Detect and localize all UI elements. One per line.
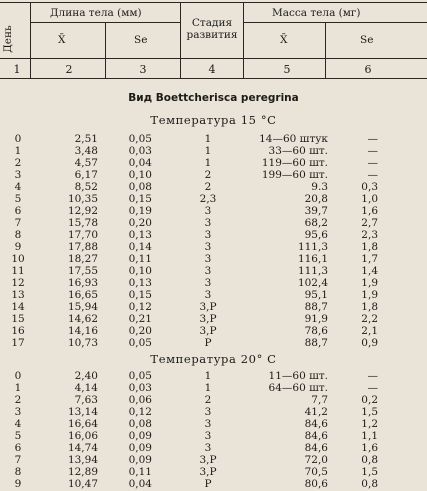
mass-se-cell: — — [367, 145, 378, 157]
length-se-cell: 0,13 — [128, 229, 152, 241]
mass-mean-cell: 116,1 — [297, 253, 328, 265]
length-mean-cell: 8,52 — [74, 181, 98, 193]
table-row — [0, 418, 427, 430]
length-se-cell: 0,03 — [128, 145, 152, 157]
table-row — [0, 337, 427, 349]
day-cell: 7 — [14, 454, 22, 466]
length-se-cell: 0,19 — [128, 205, 152, 217]
column-number: 6 — [364, 63, 372, 76]
mass-se-cell: 1,6 — [361, 442, 378, 454]
table-row — [0, 301, 427, 313]
mass-mean-cell: 84,6 — [304, 442, 328, 454]
table-row — [0, 157, 427, 169]
table-row — [0, 406, 427, 418]
table-row — [0, 442, 427, 454]
stage-cell: P — [204, 478, 212, 490]
mass-se-cell: — — [367, 382, 378, 394]
temperature-heading: Температура 20° С — [150, 352, 277, 366]
stage-cell: 3,P — [199, 301, 217, 313]
length-se-cell: 0,20 — [128, 325, 152, 337]
day-cell: 6 — [14, 442, 22, 454]
stage-cell: 2 — [204, 394, 212, 406]
table-row — [0, 205, 427, 217]
day-cell: 6 — [14, 205, 22, 217]
day-cell: 2 — [14, 157, 22, 169]
header-top-rule — [0, 2, 427, 3]
day-cell: 8 — [14, 229, 22, 241]
stage-cell: 3 — [204, 418, 212, 430]
header-day: День — [2, 25, 14, 53]
table-row — [0, 145, 427, 157]
mass-se-cell: 1,1 — [361, 430, 378, 442]
table-row — [0, 370, 427, 382]
table-row — [0, 478, 427, 490]
table-row — [0, 169, 427, 181]
table-row — [0, 277, 427, 289]
mass-mean-cell: 84,6 — [304, 430, 328, 442]
length-mean-cell: 2,51 — [74, 133, 98, 145]
mass-mean-cell: 33—60 шт. — [268, 145, 328, 157]
day-cell: 17 — [11, 337, 25, 349]
stage-cell: 3 — [204, 442, 212, 454]
stage-cell: 1 — [204, 145, 212, 157]
length-mean-cell: 17,55 — [67, 265, 98, 277]
table-header — [0, 0, 427, 80]
table-row — [0, 289, 427, 301]
day-cell: 3 — [14, 406, 22, 418]
stage-cell: 3,P — [199, 313, 217, 325]
length-se-cell: 0,15 — [128, 289, 152, 301]
column-number: 5 — [283, 63, 291, 76]
length-se-cell: 0,04 — [128, 157, 152, 169]
mass-mean-cell: 95,6 — [304, 229, 328, 241]
mass-mean-cell: 95,1 — [304, 289, 328, 301]
header-column-numbers-rule — [0, 58, 427, 59]
mass-se-cell: 1,0 — [361, 193, 378, 205]
length-se-cell: 0,05 — [128, 133, 152, 145]
day-cell: 12 — [11, 277, 25, 289]
length-mean-cell: 7,63 — [74, 394, 98, 406]
stage-cell: 3,P — [199, 325, 217, 337]
length-se-cell: 0,04 — [128, 478, 152, 490]
mass-se-cell: — — [367, 133, 378, 145]
length-mean-cell: 16,06 — [67, 430, 98, 442]
length-mean-cell: 14,16 — [67, 325, 98, 337]
mass-subheader-rule — [243, 22, 427, 23]
length-se-cell: 0,06 — [128, 394, 152, 406]
mass-mean-cell: 102,4 — [297, 277, 328, 289]
length-se-cell: 0,12 — [128, 406, 152, 418]
length-mean-cell: 10,73 — [67, 337, 98, 349]
stage-cell: 3 — [204, 406, 212, 418]
length-mean-cell: 15,78 — [67, 217, 98, 229]
length-mean-cell: 16,64 — [67, 418, 98, 430]
mass-se-cell: 1,2 — [361, 418, 378, 430]
column-divider — [325, 22, 326, 78]
length-mean-cell: 17,70 — [67, 229, 98, 241]
column-divider — [105, 22, 106, 78]
header-length-se: Se — [134, 34, 148, 46]
mass-mean-cell: 7,7 — [311, 394, 328, 406]
mass-mean-cell: 39,7 — [304, 205, 328, 217]
mass-se-cell: 0,8 — [361, 478, 378, 490]
stage-cell: 3 — [204, 217, 212, 229]
length-se-cell: 0,08 — [128, 181, 152, 193]
header-mass-se: Se — [360, 34, 374, 46]
mass-se-cell: — — [367, 169, 378, 181]
mass-se-cell: 1,4 — [361, 265, 378, 277]
mass-se-cell: 2,3 — [361, 229, 378, 241]
stage-cell: 3 — [204, 205, 212, 217]
table-row — [0, 394, 427, 406]
stage-cell: 3,P — [199, 466, 217, 478]
mass-se-cell: — — [367, 370, 378, 382]
length-mean-cell: 17,88 — [67, 241, 98, 253]
mass-se-cell: 1,8 — [361, 301, 378, 313]
table-row — [0, 382, 427, 394]
mass-se-cell: 1,9 — [361, 277, 378, 289]
length-se-cell: 0,10 — [128, 169, 152, 181]
temperature-heading: Температура 15 °С — [150, 113, 277, 127]
stage-cell: 2 — [204, 169, 212, 181]
day-cell: 0 — [14, 133, 22, 145]
length-se-cell: 0,03 — [128, 382, 152, 394]
day-cell: 14 — [11, 301, 25, 313]
day-cell: 5 — [14, 193, 22, 205]
length-se-cell: 0,13 — [128, 277, 152, 289]
table-row — [0, 265, 427, 277]
column-number: 3 — [139, 63, 147, 76]
table-row — [0, 241, 427, 253]
length-mean-cell: 3,48 — [74, 145, 98, 157]
stage-cell: P — [204, 337, 212, 349]
length-mean-cell: 12,89 — [67, 466, 98, 478]
column-divider — [30, 2, 31, 78]
length-se-cell: 0,09 — [128, 454, 152, 466]
mass-se-cell: 2,1 — [361, 325, 378, 337]
mass-mean-cell: 64—60 шт. — [268, 382, 328, 394]
length-se-cell: 0,12 — [128, 301, 152, 313]
mass-mean-cell: 111,3 — [297, 241, 328, 253]
length-mean-cell: 16,93 — [67, 277, 98, 289]
table-row — [0, 193, 427, 205]
table-row — [0, 229, 427, 241]
mass-mean-cell: 119—60 шт. — [261, 157, 328, 169]
day-cell: 9 — [14, 478, 22, 490]
column-divider — [180, 2, 181, 78]
length-mean-cell: 10,47 — [67, 478, 98, 490]
mass-mean-cell: 14—60 штук — [259, 133, 328, 145]
day-cell: 9 — [14, 241, 22, 253]
mass-se-cell: 0,8 — [361, 454, 378, 466]
day-cell: 16 — [11, 325, 25, 337]
stage-cell: 3,P — [199, 454, 217, 466]
mass-mean-cell: 11—60 шт. — [268, 370, 328, 382]
table-row — [0, 454, 427, 466]
length-se-cell: 0,05 — [128, 337, 152, 349]
header-length: Длина тела (мм) — [50, 7, 142, 19]
mass-se-cell: 0,9 — [361, 337, 378, 349]
day-cell: 0 — [14, 370, 22, 382]
day-cell: 4 — [14, 181, 22, 193]
stage-cell: 1 — [204, 370, 212, 382]
day-cell: 15 — [11, 313, 25, 325]
mass-mean-cell: 68,2 — [304, 217, 328, 229]
length-mean-cell: 15,94 — [67, 301, 98, 313]
length-se-cell: 0,09 — [128, 430, 152, 442]
stage-cell: 3 — [204, 265, 212, 277]
header-mass: Масса тела (мг) — [272, 7, 361, 19]
stage-cell: 1 — [204, 382, 212, 394]
stage-cell: 3 — [204, 229, 212, 241]
mass-mean-cell: 80,6 — [304, 478, 328, 490]
length-se-cell: 0,14 — [128, 241, 152, 253]
length-se-cell: 0,09 — [128, 442, 152, 454]
table-row — [0, 253, 427, 265]
table-row — [0, 430, 427, 442]
mass-mean-cell: 111,3 — [297, 265, 328, 277]
column-number: 2 — [65, 63, 73, 76]
mass-se-cell: 1,7 — [361, 253, 378, 265]
stage-cell: 3 — [204, 241, 212, 253]
day-cell: 7 — [14, 217, 22, 229]
length-mean-cell: 4,57 — [74, 157, 98, 169]
stage-cell: 3 — [204, 289, 212, 301]
length-mean-cell: 18,27 — [67, 253, 98, 265]
mass-se-cell: 1,8 — [361, 241, 378, 253]
table-row — [0, 466, 427, 478]
length-mean-cell: 14,62 — [67, 313, 98, 325]
stage-cell: 1 — [204, 133, 212, 145]
length-se-cell: 0,15 — [128, 193, 152, 205]
mass-mean-cell: 72,0 — [304, 454, 328, 466]
mass-se-cell: 0,2 — [361, 394, 378, 406]
day-cell: 10 — [11, 253, 25, 265]
stage-cell: 3 — [204, 253, 212, 265]
length-se-cell: 0,20 — [128, 217, 152, 229]
mass-mean-cell: 88,7 — [304, 301, 328, 313]
mass-mean-cell: 88,7 — [304, 337, 328, 349]
mass-se-cell: 2,7 — [361, 217, 378, 229]
table-row — [0, 133, 427, 145]
length-mean-cell: 6,17 — [74, 169, 98, 181]
header-length-mean: X̄ — [58, 34, 66, 46]
mass-mean-cell: 199—60 шт. — [261, 169, 328, 181]
mass-mean-cell: 78,6 — [304, 325, 328, 337]
mass-mean-cell: 9.3 — [311, 181, 328, 193]
length-se-cell: 0,05 — [128, 370, 152, 382]
stage-cell: 3 — [204, 430, 212, 442]
table-row — [0, 181, 427, 193]
column-number: 1 — [13, 63, 21, 76]
mass-mean-cell: 84,6 — [304, 418, 328, 430]
length-se-cell: 0,21 — [128, 313, 152, 325]
day-cell: 5 — [14, 430, 22, 442]
mass-se-cell: 1,6 — [361, 205, 378, 217]
mass-se-cell: 1,5 — [361, 466, 378, 478]
header-mass-mean: X̄ — [280, 34, 288, 46]
header-stage-line1: Стадия — [191, 17, 233, 29]
stage-cell: 2 — [204, 181, 212, 193]
length-se-cell: 0,11 — [128, 466, 152, 478]
header-bottom-rule — [0, 78, 427, 79]
day-cell: 13 — [11, 289, 25, 301]
length-se-cell: 0,11 — [128, 253, 152, 265]
mass-mean-cell: 20,8 — [304, 193, 328, 205]
length-mean-cell: 2,40 — [74, 370, 98, 382]
length-mean-cell: 13,94 — [67, 454, 98, 466]
length-se-cell: 0,08 — [128, 418, 152, 430]
length-mean-cell: 10,35 — [67, 193, 98, 205]
length-se-cell: 0,10 — [128, 265, 152, 277]
species-title: Вид Boettcherisca peregrina — [128, 92, 299, 104]
column-divider — [243, 2, 244, 78]
day-cell: 4 — [14, 418, 22, 430]
mass-mean-cell: 70,5 — [304, 466, 328, 478]
mass-mean-cell: 91,9 — [304, 313, 328, 325]
day-cell: 1 — [14, 382, 22, 394]
mass-se-cell: — — [367, 157, 378, 169]
mass-mean-cell: 41,2 — [304, 406, 328, 418]
mass-se-cell: 1,5 — [361, 406, 378, 418]
length-mean-cell: 13,14 — [67, 406, 98, 418]
day-cell: 1 — [14, 145, 22, 157]
mass-se-cell: 0,3 — [361, 181, 378, 193]
table-row — [0, 325, 427, 337]
day-cell: 11 — [11, 265, 25, 277]
stage-cell: 2,3 — [199, 193, 217, 205]
length-mean-cell: 14,74 — [67, 442, 98, 454]
table-row — [0, 313, 427, 325]
length-mean-cell: 12,92 — [67, 205, 98, 217]
day-cell: 8 — [14, 466, 22, 478]
day-cell: 3 — [14, 169, 22, 181]
table-row — [0, 217, 427, 229]
header-stage-line2: развития — [186, 29, 238, 41]
day-cell: 2 — [14, 394, 22, 406]
stage-cell: 3 — [204, 277, 212, 289]
length-mean-cell: 4,14 — [74, 382, 98, 394]
stage-cell: 1 — [204, 157, 212, 169]
column-number: 4 — [208, 63, 216, 76]
mass-se-cell: 2,2 — [361, 313, 378, 325]
mass-se-cell: 1,9 — [361, 289, 378, 301]
length-mean-cell: 16,65 — [67, 289, 98, 301]
